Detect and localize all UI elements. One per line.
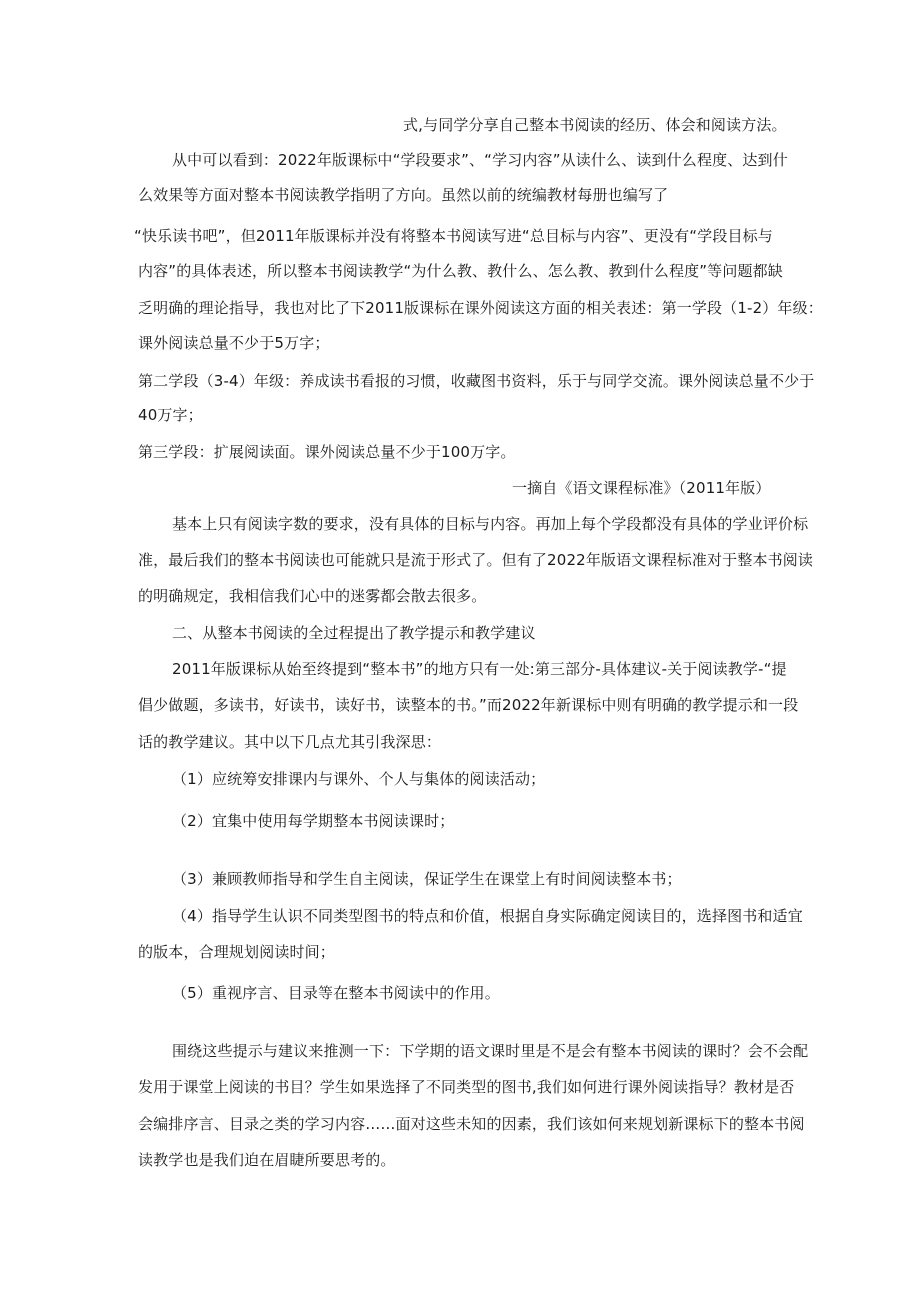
text-line: 发用于课堂上阅读的书目？学生如果选择了不同类型的图书,我们如何进行课外阅读指导？教材是否 [138,1078,795,1096]
text-line: 读教学也是我们迫在眉睫所要思考的。 [138,1151,396,1169]
list-item: （1）应统筹安排课内与课外、个人与集体的阅读活动； [172,770,546,788]
text-line: 从中可以看到：2022年版课标中“学段要求”、“学习内容”从读什么、读到什么程度、达到什 [172,151,788,169]
section-heading: 二、从整本书阅读的全过程提出了教学提示和教学建议 [172,624,536,642]
text-line: 的明确规定，我相信我们心中的迷雾都会散去很多。 [138,587,487,605]
citation-line: 一摘自《语文课程标准》（2011年版） [512,479,771,497]
text-line: “快乐读书吧”，但2011年版课标并没有将整本书阅读写进“总目标与内容”、更没有“学段目标与 [134,227,773,245]
text-line: 式,与同学分享自己整本书阅读的经历、体会和阅读方法。 [403,116,787,134]
list-item: （3）兼顾教师指导和学生自主阅读，保证学生在课堂上有时间阅读整本书； [172,870,682,888]
text-line: 2011年版课标从始至终提到“整本书”的地方只有一处:第三部分-具体建议-关于阅读教学-“提 [172,660,787,678]
text-line: 第二学段（3-4）年级：养成读书看报的习惯，收藏图书资料，乐于与同学交流。课外阅读总量不少于 [138,372,815,390]
text-line: 围绕这些提示与建议来推测一下：下学期的语文课时里是不是会有整本书阅读的课时？会不会配 [172,1042,809,1060]
text-line: 的版本，合理规划阅读时间； [138,943,335,961]
text-line: 乏明确的理论指导，我也对比了下2011版课标在课外阅读这方面的相关表述：第一学段（1-2）年级： [138,299,823,317]
text-line: 基本上只有阅读字数的要求，没有具体的目标与内容。再加上每个学段都没有具体的学业评价标 [172,515,809,533]
list-item: （5）重视序言、目录等在整本书阅读中的作用。 [172,984,500,1002]
list-item: （2）宜集中使用每学期整本书阅读课时； [172,812,455,830]
text-line: 倡少做题，多读书，好读书，读好书，读整本的书。”而2022年新课标中则有明确的教学提示和一段 [138,696,799,714]
text-line: 第三学段：扩展阅读面。课外阅读总量不少于100万字。 [138,443,516,461]
text-line: 内容”的具体表述，所以整本书阅读教学“为什么教、教什么、怎么教、教到什么程度”等问题都缺 [138,262,783,280]
text-line: 课外阅读总量不少于5万字； [138,334,330,352]
text-line: 话的教学建议。其中以下几点尤其引我深思： [138,733,442,751]
list-item: （4）指导学生认识不同类型图书的特点和价值，根据自身实际确定阅读目的，选择图书和适宜 [172,907,803,925]
text-line: 40万字； [138,406,203,424]
text-line: 准，最后我们的整本书阅读也可能就只是流于形式了。但有了2022年版语文课程标准对于整本书阅读 [138,551,814,569]
text-line: 么效果等方面对整本书阅读教学指明了方向。虽然以前的统编教材每册也编写了 [138,186,669,204]
text-line: 会编排序言、目录之类的学习内容……面对这些未知的因素，我们该如何来规划新课标下的整本书阅 [138,1115,805,1133]
